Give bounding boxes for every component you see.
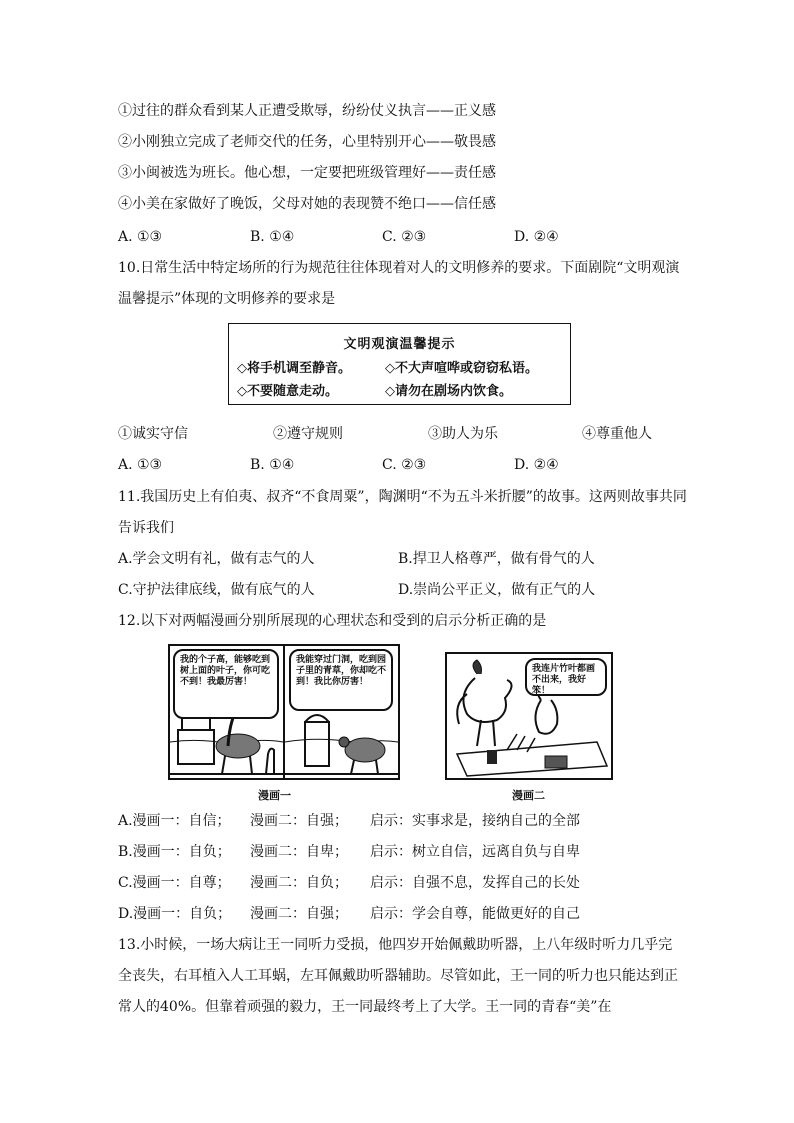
q12-option-a-part3: 启示：实事求是，接纳自己的全部 xyxy=(370,813,580,829)
q12-option-b-part3: 启示：树立自信，远离自负与自卑 xyxy=(370,844,580,860)
q10-stem-line2: 温馨提示”体现的文明修养的要求是 xyxy=(118,291,336,307)
comic-one xyxy=(168,644,400,780)
q13-stem-line3: 常人的40%。但靠着顽强的毅力，王一同最终考上了大学。王一同的青春“美”在 xyxy=(118,999,612,1015)
q13-stem-line2: 全丧失，右耳植入人工耳蜗，左耳佩戴助听器辅助。尽管如此，王一同的听力也只能达到正 xyxy=(118,968,678,984)
statement-3: ③小闽被选为班长。他心想，一定要把班级管理好——责任感 xyxy=(118,165,496,181)
q12-option-d-part1: D.漫画一：自负； xyxy=(118,906,232,922)
q12-option-d-part3: 启示：学会自尊，能做更好的自己 xyxy=(370,906,580,922)
q13-stem-line1: 13.小时候，一场大病让王一同听力受损，他四岁开始佩戴助听器，上八年级时听力几乎完 xyxy=(118,937,673,953)
statement-1: ①过往的群众看到某人正遭受欺辱，纷纷仗义执言——正义感 xyxy=(118,103,496,119)
comic-two-caption: 漫画二 xyxy=(512,789,545,802)
q10-choice-4: ④尊重他人 xyxy=(582,426,652,442)
q11-option-a: A.学会文明有礼，做有志气的人 xyxy=(118,551,315,567)
q12-option-a-part2: 漫画二：自强； xyxy=(250,813,348,829)
q12-option-c-part2: 漫画二：自负； xyxy=(250,875,348,891)
tip-item-1: ◇将手机调至静音。 xyxy=(237,361,351,376)
q10-choice-2: ②遵守规则 xyxy=(273,426,343,442)
tip-item-4: ◇请勿在剧场内饮食。 xyxy=(385,384,512,399)
q10-option-c: C. ②③ xyxy=(382,457,427,473)
q11-option-d: D.崇尚公平正义，做有正气的人 xyxy=(398,582,596,598)
q10-choice-3: ③助人为乐 xyxy=(428,426,498,442)
q12-option-c-part3: 启示：自强不息，发挥自己的长处 xyxy=(370,875,580,891)
q11-option-b: B.捍卫人格尊严，做有骨气的人 xyxy=(398,551,595,567)
q10-option-d: D. ②④ xyxy=(514,457,559,473)
q12-option-d-part2: 漫画二：自强； xyxy=(250,906,348,922)
q11-option-c: C.守护法律底线，做有底气的人 xyxy=(118,582,315,598)
comic-one-caption: 漫画一 xyxy=(258,789,291,802)
comic-one-left-bubble: 我的个子高，能够吃到树上面的叶子，你可吃不到！我最厉害！ xyxy=(173,649,279,719)
comic-two xyxy=(445,652,613,780)
q9-option-a: A. ①③ xyxy=(118,229,163,245)
tip-item-2: ◇不大声喧哗或窃窃私语。 xyxy=(385,361,538,376)
q12-stem: 12.以下对两幅漫画分别所展现的心理状态和受到的启示分析正确的是 xyxy=(118,613,547,629)
q9-option-d: D. ②④ xyxy=(514,229,559,245)
q12-option-c-part1: C.漫画一：自尊； xyxy=(118,875,231,891)
q11-stem-line2: 告诉我们 xyxy=(118,520,174,536)
q11-stem-line1: 11.我国历史上有伯夷、叔齐“不食周粟”，陶渊明“不为五斗米折腰”的故事。这两则故事共同 xyxy=(118,489,687,505)
q12-option-b-part2: 漫画二：自卑； xyxy=(250,844,348,860)
comic-one-right-bubble: 我能穿过门洞，吃到园子里的青草，你却吃不到！我比你厉害！ xyxy=(289,649,393,711)
q10-choice-1: ①诚实守信 xyxy=(118,426,188,442)
comic-two-bubble: 我连片竹叶都画不出来，我好笨！ xyxy=(525,658,607,696)
q12-option-a-part1: A.漫画一：自信； xyxy=(118,813,231,829)
civility-tip-box xyxy=(228,323,571,405)
statement-2: ②小刚独立完成了老师交代的任务，心里特别开心——敬畏感 xyxy=(118,134,496,150)
q9-option-b: B. ①④ xyxy=(250,229,295,245)
tip-item-3: ◇不要随意走动。 xyxy=(237,384,338,399)
q12-option-b-part1: B.漫画一：自负； xyxy=(118,844,231,860)
tip-box-title: 文明观演温馨提示 xyxy=(343,337,456,352)
q10-option-b: B. ①④ xyxy=(250,457,295,473)
statement-4: ④小美在家做好了晚饭，父母对她的表现赞不绝口——信任感 xyxy=(118,196,496,212)
q9-option-c: C. ②③ xyxy=(382,229,427,245)
q10-stem-line1: 10.日常生活中特定场所的行为规范往往体现着对人的文明修养的要求。下面剧院“文明观演 xyxy=(118,260,680,276)
q10-option-a: A. ①③ xyxy=(118,457,163,473)
